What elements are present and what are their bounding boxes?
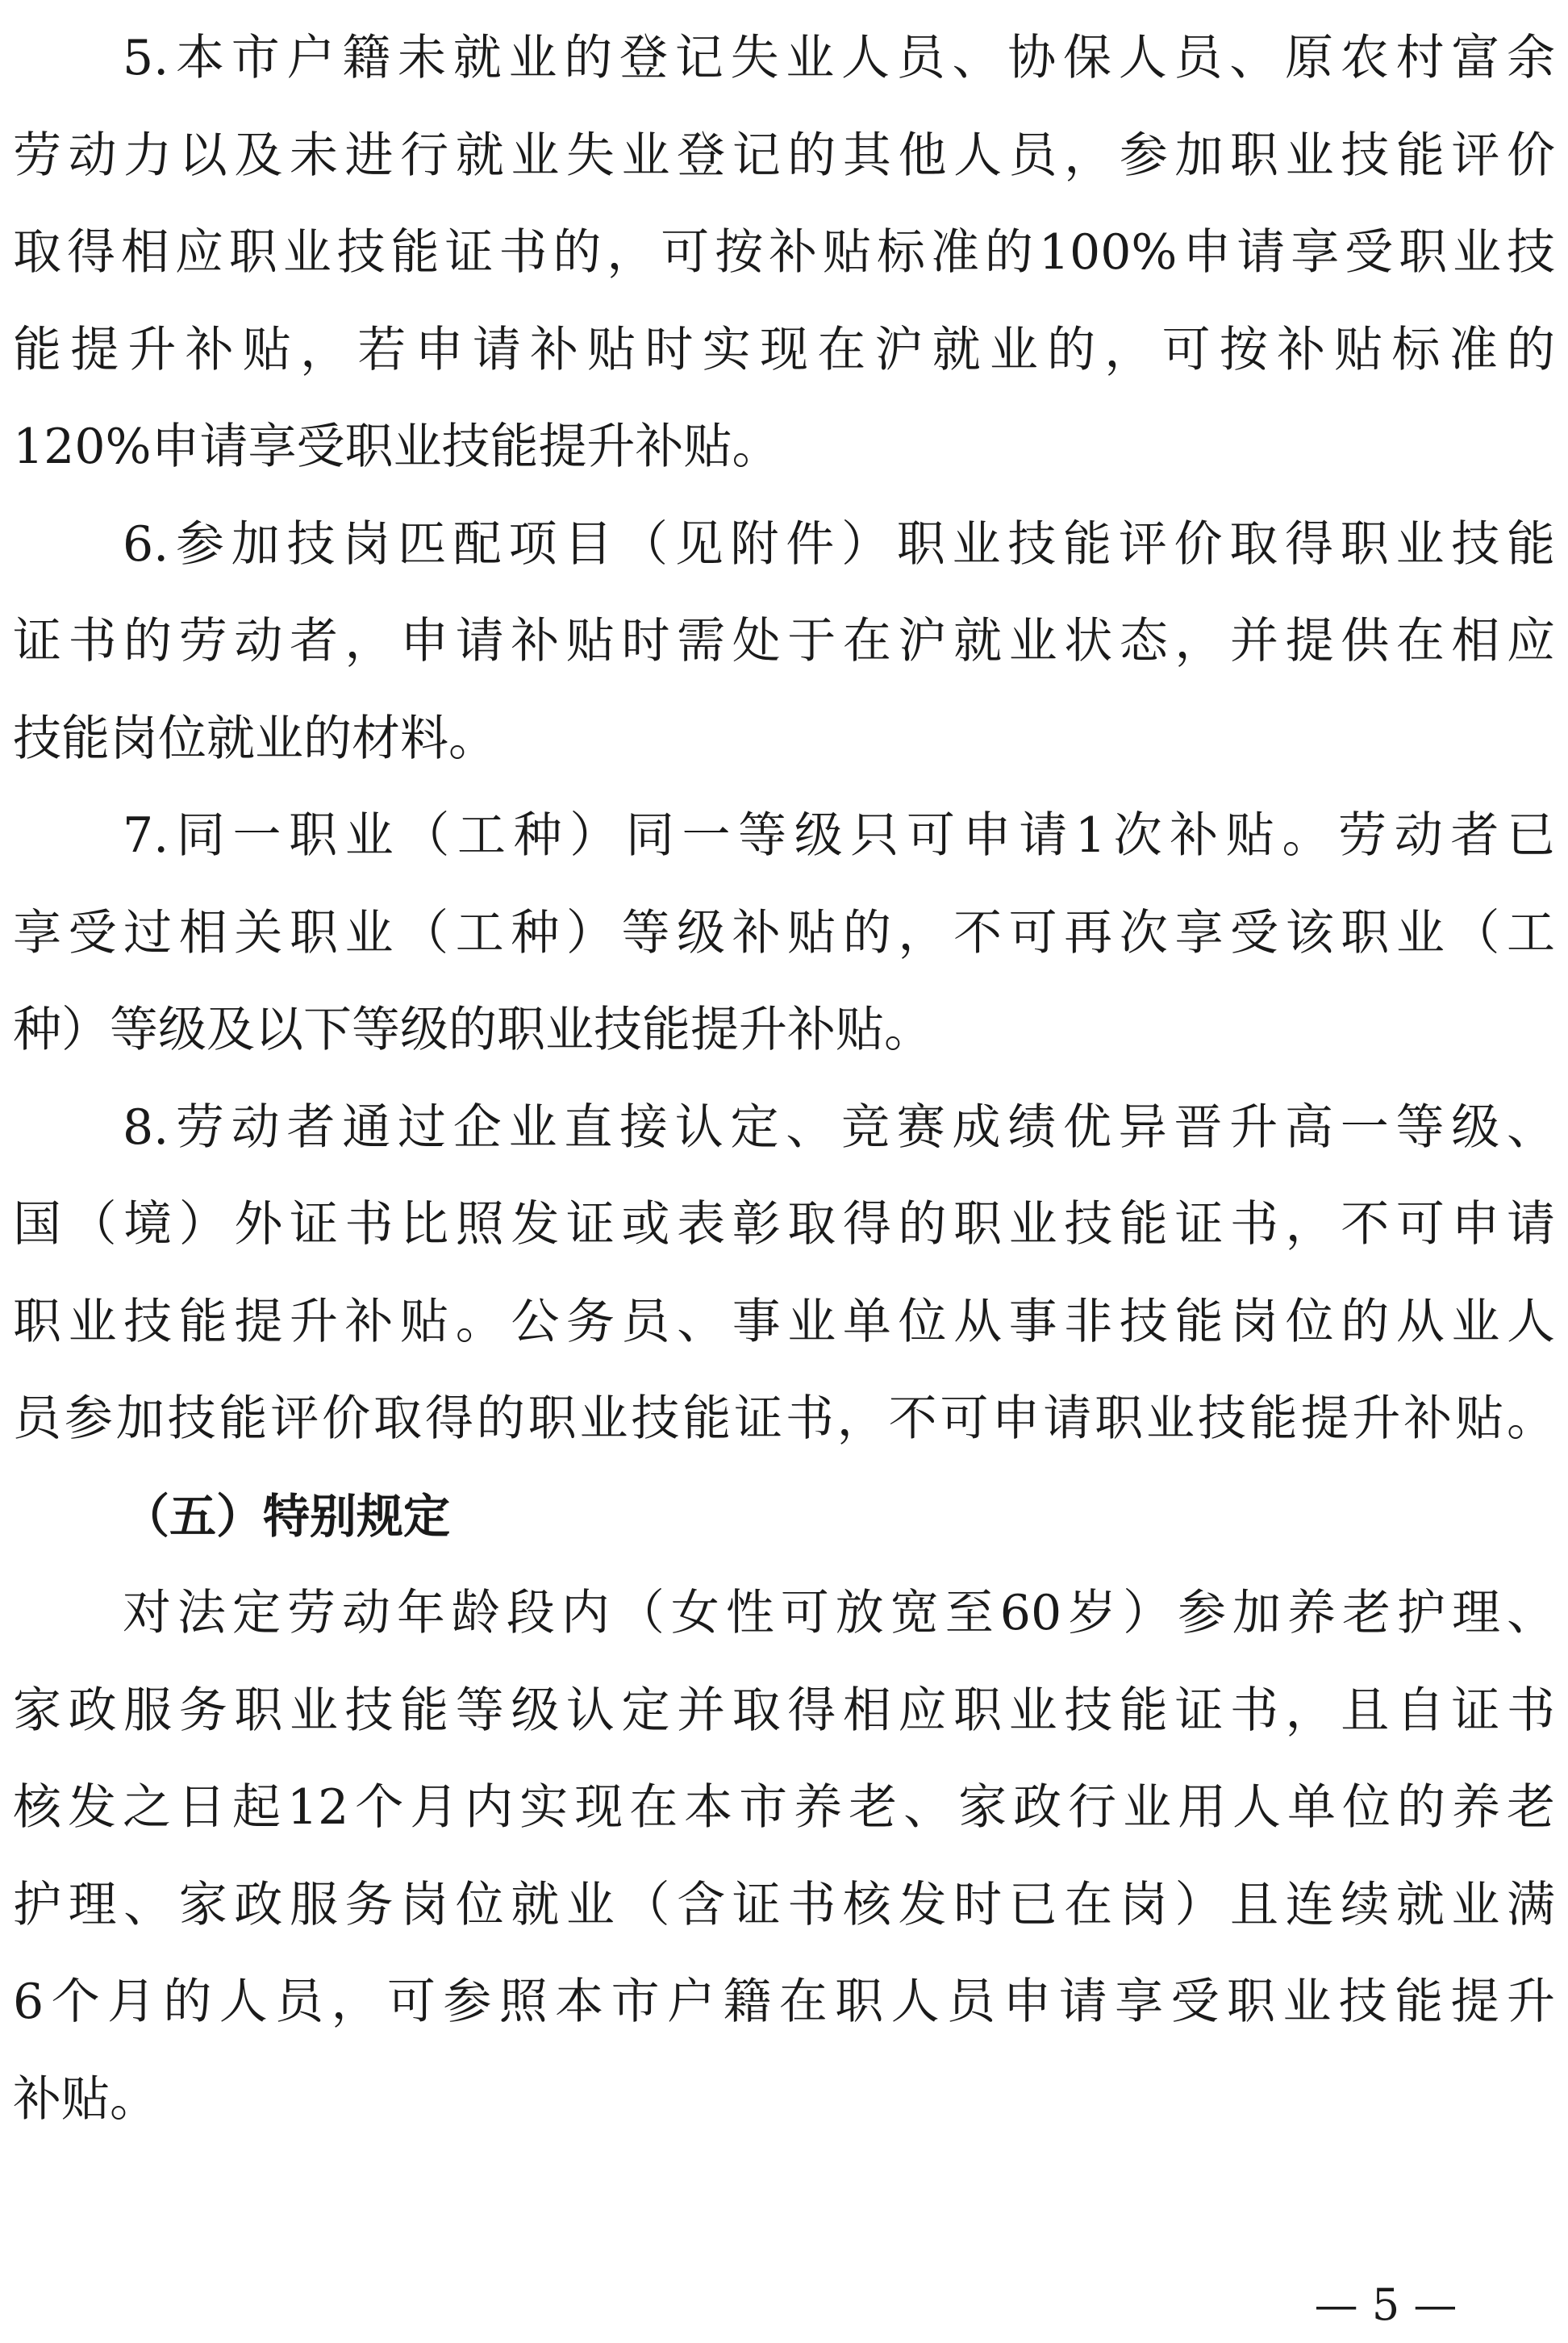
paragraph-special-provision <box>13 1565 1555 2148</box>
text-line: 120%申请享受职业技能提升补贴。 <box>13 419 781 475</box>
text-line: 员参加技能评价取得的职业技能证书，不可申请职业技能提升补贴。 <box>13 1390 1555 1447</box>
text-line: 家政服务职业技能等级认定并取得相应职业技能证书，且自证书 <box>13 1682 1555 1739</box>
text-line: 7.同一职业（工种）同一等级只可申请1次补贴。劳动者已 <box>123 807 1555 864</box>
paragraph-item-6 <box>13 496 1555 788</box>
paragraph-item-7 <box>13 787 1555 1079</box>
text-line: 6.参加技岗匹配项目（见附件）职业技能评价取得职业技能 <box>123 515 1555 573</box>
text-line: 核发之日起12个月内实现在本市养老、家政行业用人单位的养老 <box>13 1779 1555 1836</box>
paragraph-item-8 <box>13 1079 1555 1468</box>
text-line: 国（境）外证书比照发证或表彰取得的职业技能证书，不可申请 <box>13 1196 1555 1253</box>
text-line: 种）等级及以下等级的职业技能提升补贴。 <box>13 1002 932 1058</box>
text-line: 6个月的人员，可参照本市户籍在职人员申请享受职业技能提升 <box>13 1974 1555 2030</box>
text-line: 技能岗位就业的材料。 <box>13 710 497 767</box>
text-line: 证书的劳动者，申请补贴时需处于在沪就业状态，并提供在相应 <box>13 613 1555 669</box>
text-line: 5.本市户籍未就业的登记失业人员、协保人员、原农村富余 <box>123 30 1555 86</box>
text-line: 对法定劳动年龄段内（女性可放宽至60岁）参加养老护理、 <box>123 1585 1555 1641</box>
section-heading: （五）特别规定 <box>123 1488 451 1544</box>
text-line: 取得相应职业技能证书的，可按补贴标准的100%申请享受职业技 <box>13 224 1555 281</box>
text-line: 护理、家政服务岗位就业（含证书核发时已在岗）且连续就业满 <box>13 1876 1555 1933</box>
paragraph-item-5 <box>13 10 1555 496</box>
text-line: 职业技能提升补贴。公务员、事业单位从事非技能岗位的从业人 <box>13 1293 1555 1350</box>
text-line: 能提升补贴，若申请补贴时实现在沪就业的，可按补贴标准的 <box>13 321 1555 378</box>
document-page <box>13 10 1555 2148</box>
text-line: 劳动力以及未进行就业失业登记的其他人员，参加职业技能评价 <box>13 127 1555 184</box>
page-number: — 5 — <box>1314 2279 1457 2330</box>
text-line: 8.劳动者通过企业直接认定、竞赛成绩优异晋升高一等级、 <box>123 1099 1555 1156</box>
text-line: 补贴。 <box>13 2070 158 2128</box>
text-line: 享受过相关职业（工种）等级补贴的，不可再次享受该职业（工 <box>13 904 1555 961</box>
